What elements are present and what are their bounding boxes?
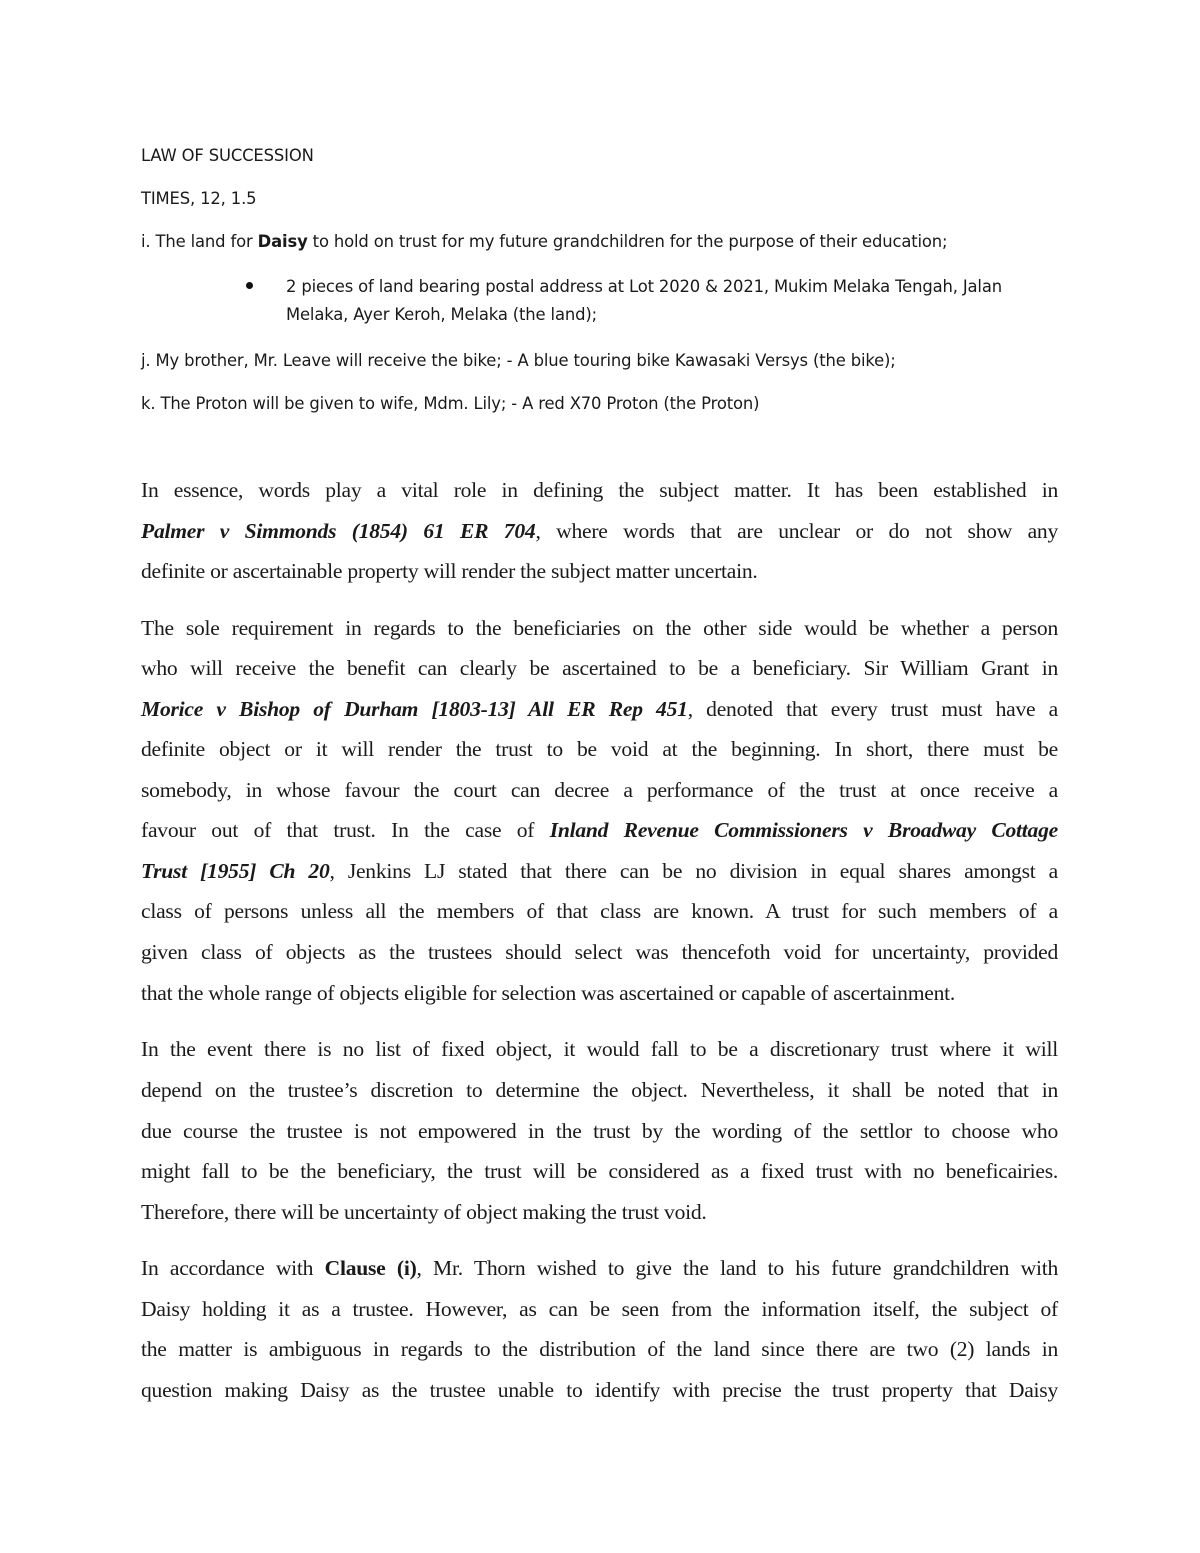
bullet-icon [246,282,253,289]
p4-line2: Daisy holding it as a trustee. However, as can be seen from the information itself, the subject of [141,1297,1058,1321]
clause-i [141,232,947,251]
p4-line1-rest: , Mr. Thorn wished to give the land to his future grandchildren with [416,1256,1058,1280]
p2-line6-pre: favour out of that trust. In the case of [141,818,550,842]
p2-line6 [141,818,1058,843]
clause-i-prefix: i. The land for [141,232,258,251]
p1-line1: In essence, words play a vital role in defining the subject matter. It has been established in [141,478,1058,502]
p2-line2: who will receive the benefit can clearly be ascertained to be a beneficiary. Sir William Grant in [141,656,1058,680]
clause-k: k. The Proton will be given to wife, Mdm. Lily; - A red X70 Proton (the Proton) [141,394,760,413]
clause-i-suffix: to hold on trust for my future grandchildren for the purpose of their education; [307,232,948,251]
case-palmer-v-simmonds: Palmer v Simmonds (1854) 61 ER 704 [141,519,536,543]
document-title: LAW OF SUCCESSION [141,146,314,165]
case-irc-v-broadway-cottage-part1: Inland Revenue Commissioners v Broadway Cottage [549,818,1058,842]
p2-line1: The sole requirement in regards to the beneficiaries on the other side would be whether a person [141,616,1058,640]
p4-line3: the matter is ambiguous in regards to the distribution of the land since there are two (2) lands in [141,1337,1058,1361]
p1-line2 [141,519,1058,544]
p2-line5: somebody, in whose favour the court can decree a performance of the trust at once receive a [141,778,1058,802]
format-note: TIMES, 12, 1.5 [141,189,257,208]
p4-line4: question making Daisy as the trustee unable to identify with precise the trust property that Daisy [141,1378,1058,1402]
clause-i-bullet-line1: 2 pieces of land bearing postal address at Lot 2020 & 2021, Mukim Melaka Tengah, Jalan [286,277,1002,296]
p2-line7-rest: , Jenkins LJ stated that there can be no division in equal shares amongst a [329,859,1058,883]
p2-line3-rest: , denoted that every trust must have a [687,697,1058,721]
p2-line4: definite object or it will render the trust to be void at the beginning. In short, there must be [141,737,1058,761]
p3-line3: due course the trustee is not empowered in the trust by the wording of the settlor to choose who [141,1119,1058,1143]
p4-line1-pre: In accordance with [141,1256,325,1280]
p2-line3 [141,697,1058,722]
p3-line1: In the event there is no list of fixed object, it would fall to be a discretionary trust where it will [141,1037,1058,1061]
p2-line9: given class of objects as the trustees should select was thencefoth void for uncertainty, provided [141,940,1058,964]
clause-j: j. My brother, Mr. Leave will receive the bike; - A blue touring bike Kawasaki Versys (the bike); [141,351,896,370]
clause-reference: Clause (i) [324,1256,417,1280]
p1-line3: definite or ascertainable property will render the subject matter uncertain. [141,559,758,583]
p2-line7 [141,859,1058,884]
p4-line1 [141,1256,1058,1281]
p3-line2: depend on the trustee’s discretion to determine the object. Nevertheless, it shall be noted that in [141,1078,1058,1102]
p2-line10: that the whole range of objects eligible for selection was ascertained or capable of ascertainment. [141,981,956,1005]
p3-line5: Therefore, there will be uncertainty of object making the trust void. [141,1200,707,1224]
case-irc-v-broadway-cottage-part2: Trust [1955] Ch 20 [141,859,330,883]
p2-line8: class of persons unless all the members of that class are known. A trust for such members of a [141,899,1058,923]
case-morice-v-bishop-of-durham: Morice v Bishop of Durham [1803-13] All ER Rep 451 [141,697,688,721]
p1-line2-rest: , where words that are unclear or do not show any [535,519,1059,543]
clause-i-name: Daisy [257,232,308,251]
p3-line4: might fall to be the beneficiary, the trust will be considered as a fixed trust with no beneficairies. [141,1159,1058,1183]
clause-i-bullet-line2: Melaka, Ayer Keroh, Melaka (the land); [286,305,597,324]
